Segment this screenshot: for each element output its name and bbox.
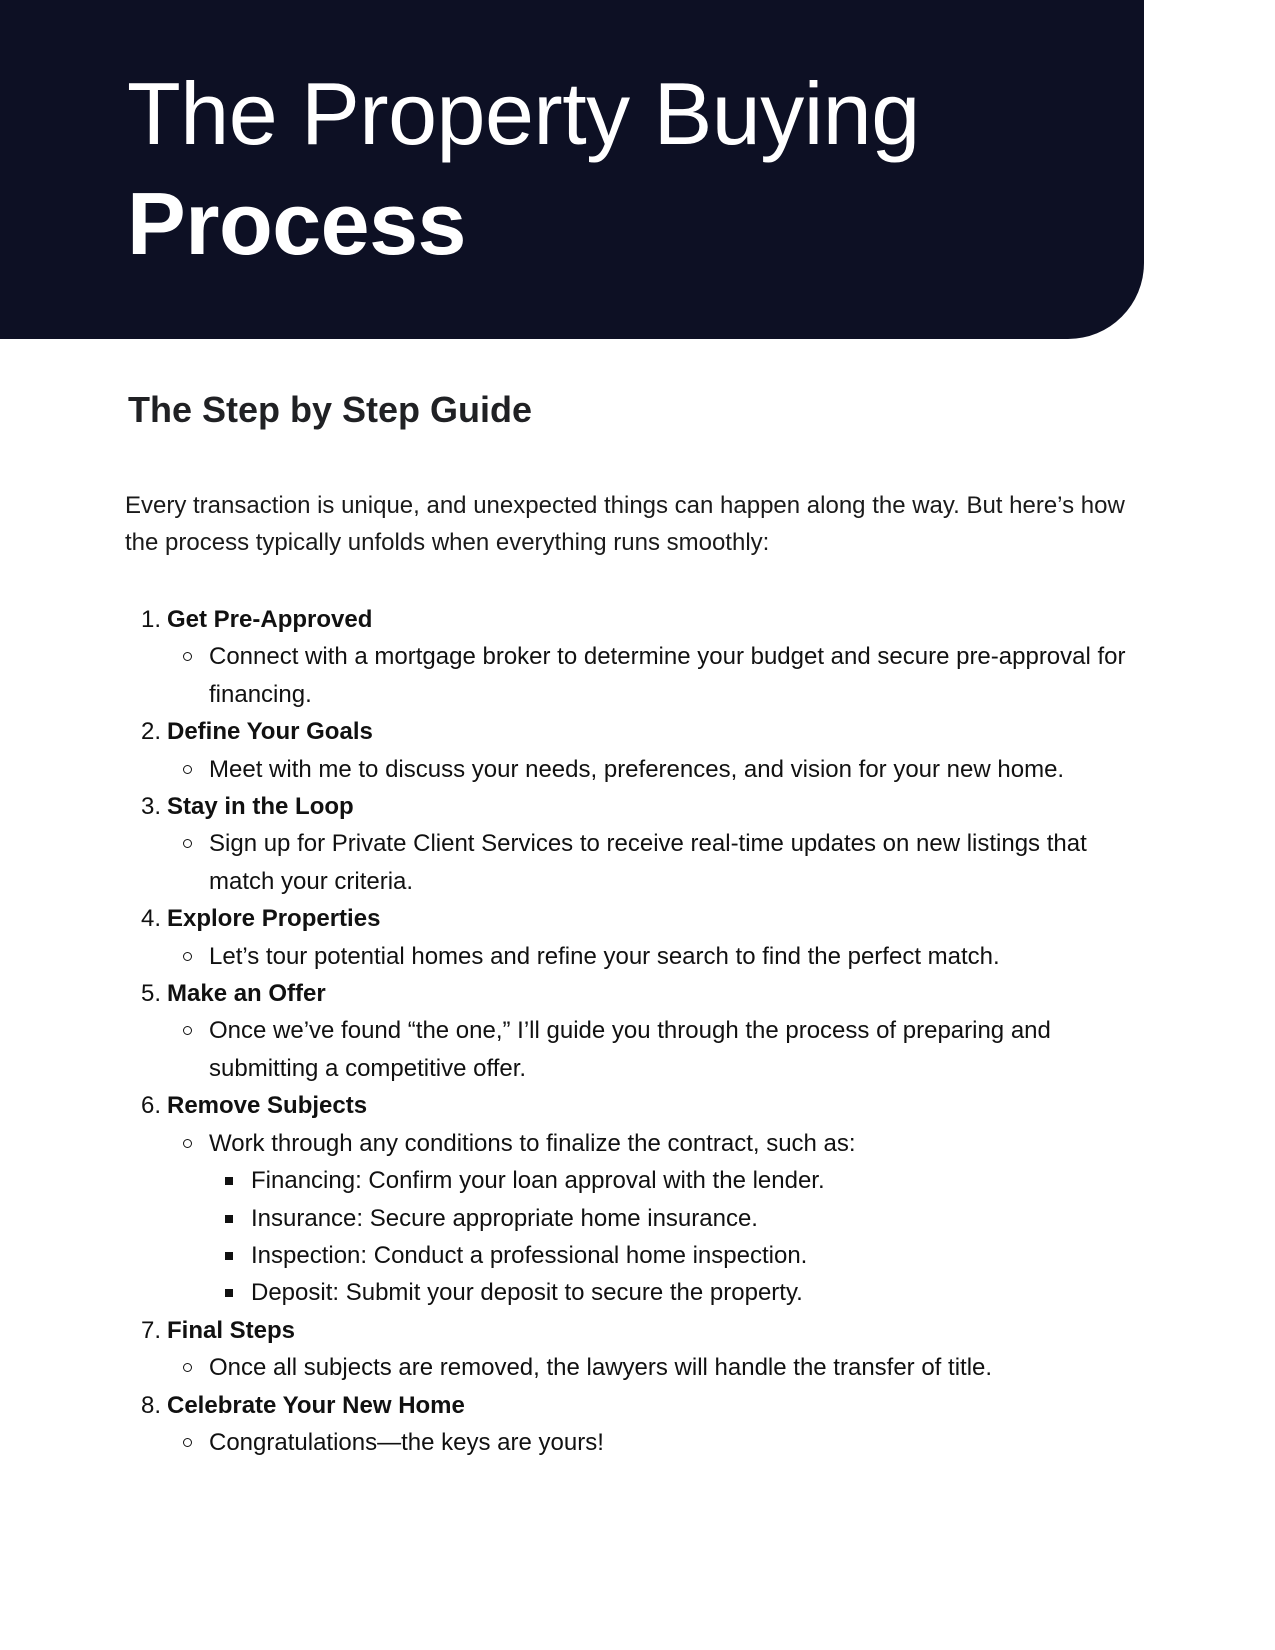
- condition-item: [209, 1274, 1135, 1311]
- step-details: [167, 1424, 1135, 1461]
- step-item: [125, 1387, 1135, 1462]
- condition-text: Insurance: Secure appropriate home insurance.: [251, 1204, 758, 1232]
- circle-bullet-icon: [183, 1139, 192, 1148]
- step-item: [125, 601, 1135, 713]
- step-detail: [167, 751, 1135, 788]
- step-detail-text: Meet with me to discuss your needs, preferences, and vision for your new home.: [209, 755, 1065, 783]
- condition-item: [209, 1162, 1135, 1199]
- step-number: 3.: [141, 793, 162, 821]
- condition-text: Deposit: Submit your deposit to secure the property.: [251, 1279, 803, 1307]
- square-bullet-icon: [225, 1252, 233, 1260]
- step-number: 7.: [141, 1316, 162, 1344]
- step-title: Celebrate Your New Home: [167, 1391, 465, 1419]
- section-heading: The Step by Step Guide: [128, 389, 533, 430]
- conditions-list: [209, 1162, 1135, 1312]
- square-bullet-icon: [225, 1289, 233, 1297]
- step-title: Remove Subjects: [167, 1092, 368, 1120]
- square-bullet-icon: [225, 1215, 233, 1223]
- step-title: Get Pre-Approved: [167, 606, 373, 633]
- step-number: 8.: [141, 1391, 162, 1419]
- header-banner: [0, 0, 1144, 339]
- step-details: [167, 751, 1135, 788]
- step-detail: [167, 1424, 1135, 1461]
- step-detail-text: Let’s tour potential homes and refine your search to find the perfect match.: [209, 942, 1000, 970]
- step-item: [125, 1087, 1135, 1311]
- condition-text: Inspection: Conduct a professional home inspection.: [251, 1241, 808, 1269]
- condition-item: [209, 1200, 1135, 1237]
- condition-item: [209, 1237, 1135, 1274]
- circle-bullet-icon: [183, 1026, 192, 1035]
- step-details: [167, 1125, 1135, 1312]
- step-number: 2.: [141, 718, 162, 746]
- step-detail-text: Connect with a mortgage broker to determine your budget and secure pre-approval for financing.: [209, 643, 1126, 708]
- condition-text: Financing: Confirm your loan approval with the lender.: [251, 1167, 825, 1195]
- step-number: 6.: [141, 1092, 162, 1120]
- step-detail-text: Once we’ve found “the one,” I’ll guide you through the process of preparing and submitting a competitive offer.: [209, 1017, 1051, 1082]
- step-title: Final Steps: [167, 1316, 296, 1344]
- step-title: Define Your Goals: [167, 718, 373, 746]
- circle-bullet-icon: [183, 765, 192, 774]
- step-detail: [167, 638, 1135, 713]
- circle-bullet-icon: [183, 952, 192, 961]
- step-details: [167, 938, 1135, 975]
- step-details: [167, 1012, 1135, 1087]
- step-detail-text: Once all subjects are removed, the lawyers will handle the transfer of title.: [209, 1354, 993, 1382]
- step-item: [125, 713, 1135, 788]
- page-title-line1: The Property Buying: [127, 64, 920, 163]
- page-title-line2: Process: [127, 174, 466, 273]
- step-detail: [167, 1349, 1135, 1386]
- step-detail: [167, 938, 1135, 975]
- step-item: [125, 788, 1135, 900]
- square-bullet-icon: [225, 1177, 233, 1185]
- intro-paragraph: Every transaction is unique, and unexpected things can happen along the way. But here’s how the process typically unfolds when everything runs smoothly:: [125, 492, 1125, 556]
- circle-bullet-icon: [183, 1438, 192, 1447]
- circle-bullet-icon: [183, 1363, 192, 1372]
- step-details: [167, 825, 1135, 900]
- step-item: [125, 975, 1135, 1087]
- step-detail: [167, 1125, 1135, 1312]
- step-title: Explore Properties: [167, 905, 381, 933]
- step-detail-text: Sign up for Private Client Services to receive real-time updates on new listings that match your criteria.: [209, 830, 1087, 895]
- step-title: Make an Offer: [167, 980, 326, 1008]
- step-item: [125, 1312, 1135, 1387]
- step-detail-text: Work through any conditions to finalize the contract, such as:: [209, 1129, 856, 1157]
- step-number: 1.: [141, 606, 162, 633]
- step-detail-text: Congratulations—the keys are yours!: [209, 1428, 604, 1456]
- step-detail: [167, 825, 1135, 900]
- step-title: Stay in the Loop: [167, 793, 354, 821]
- step-number: 5.: [141, 980, 162, 1008]
- step-details: [167, 638, 1135, 713]
- circle-bullet-icon: [183, 652, 192, 661]
- circle-bullet-icon: [183, 839, 192, 848]
- step-details: [167, 1349, 1135, 1386]
- step-detail: [167, 1012, 1135, 1087]
- steps-list: [125, 601, 1135, 1461]
- step-item: [125, 900, 1135, 975]
- step-number: 4.: [141, 905, 162, 933]
